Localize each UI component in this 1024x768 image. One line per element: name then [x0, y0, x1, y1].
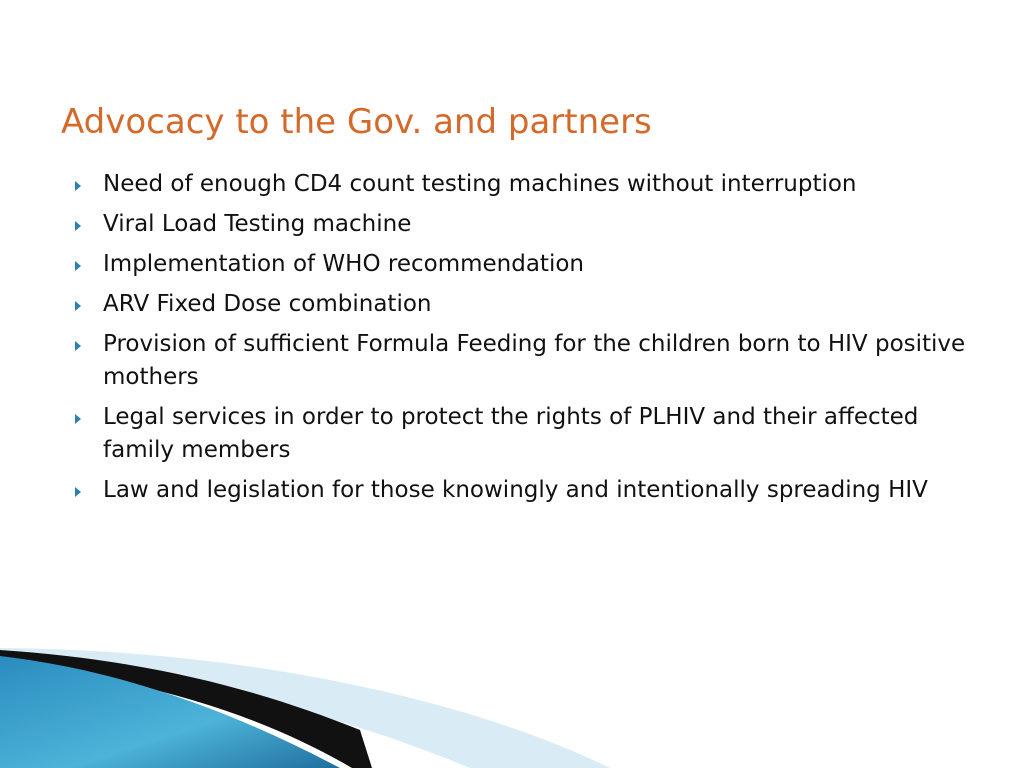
bullet-item — [74, 248, 974, 281]
bullet-item — [74, 328, 974, 394]
bullet-text: ARV Fixed Dose combination — [103, 291, 432, 317]
bullet-list — [74, 168, 974, 514]
bullet-item — [74, 208, 974, 241]
triangle-bullet-icon — [75, 261, 81, 271]
bullet-text: Law and legislation for those knowingly and intentionally spreading HIV — [103, 477, 928, 503]
triangle-bullet-icon — [75, 221, 81, 231]
bullet-item — [74, 474, 974, 507]
triangle-bullet-icon — [75, 181, 81, 191]
bullet-text: Need of enough CD4 count testing machines without interruption — [103, 171, 857, 197]
bullet-item — [74, 401, 974, 467]
bullet-text: Legal services in order to protect the rights of PLHIV and their affected family members — [103, 404, 919, 463]
triangle-bullet-icon — [75, 414, 81, 424]
bullet-text: Provision of sufficient Formula Feeding for the children born to HIV positive mothers — [103, 331, 966, 390]
triangle-bullet-icon — [75, 487, 81, 497]
blue-swoosh — [0, 656, 340, 768]
dark-swoosh — [0, 650, 372, 768]
triangle-bullet-icon — [75, 301, 81, 311]
bullet-text: Implementation of WHO recommendation — [103, 251, 584, 277]
slide-title: Advocacy to the Gov. and partners — [61, 102, 652, 142]
light-swoosh — [0, 648, 610, 768]
triangle-bullet-icon — [75, 341, 81, 351]
bullet-item — [74, 288, 974, 321]
bullet-item — [74, 168, 974, 201]
bullet-text: Viral Load Testing machine — [103, 211, 412, 237]
